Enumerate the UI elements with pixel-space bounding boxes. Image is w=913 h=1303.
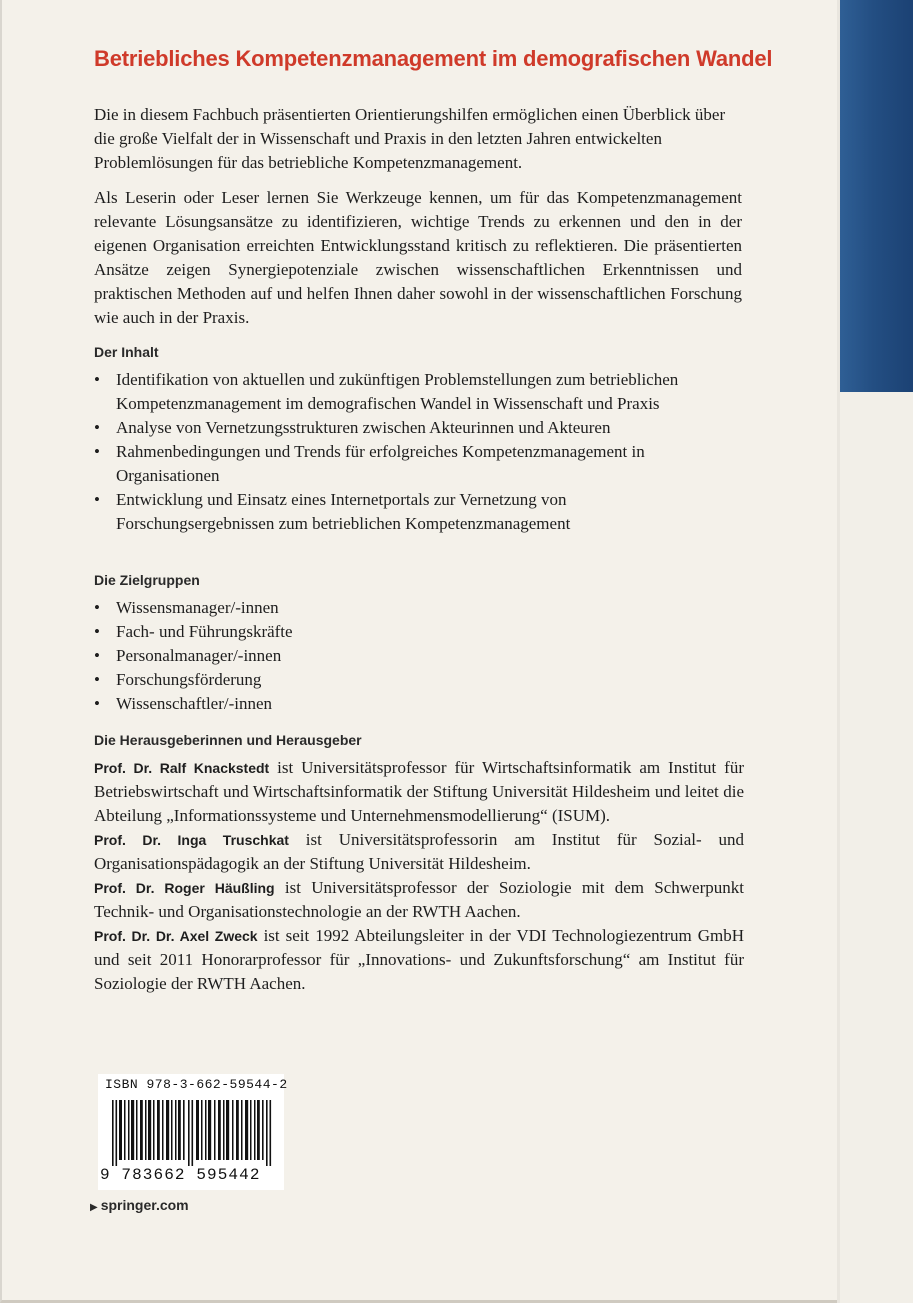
editor-name: Prof. Dr. Roger Häußling	[94, 880, 275, 896]
editor-entry	[94, 876, 744, 924]
editor-name: Prof. Dr. Dr. Axel Zweck	[94, 928, 258, 944]
bullet-icon: •	[94, 670, 100, 689]
bullet-icon: •	[94, 598, 100, 617]
intro-paragraph-1: Die in diesem Fachbuch präsentierten Orientierungshilfen ermöglichen einen Überblick über die große Vielfalt der in Wissenschaft und Praxis in den letzten Jahren entwickelten Problemlösungen für das betriebliche Kompetenzmanagement.	[94, 105, 726, 172]
bullet-icon: •	[94, 442, 100, 461]
bullet-icon: •	[94, 694, 100, 713]
list-item	[94, 416, 714, 440]
contents-heading: Der Inhalt	[94, 344, 159, 360]
editor-entry	[94, 924, 744, 996]
list-item	[94, 596, 714, 620]
list-item	[94, 620, 714, 644]
editor-bio: ist Universitätsprofessor für Wirtschaftsinformatik am Institut für Betriebswirtschaft und Wirtschaftsinformatik der Stiftung Universität Hildesheim und leitet die Abteilung „Informationssysteme und Unternehmensmodellierung“ (ISUM).	[94, 758, 744, 825]
editor-entry	[94, 828, 744, 876]
book-title: Betriebliches Kompetenzmanagement im demografischen Wandel	[94, 46, 773, 71]
list-item	[94, 488, 714, 536]
list-item-text: Identifikation von aktuellen und zukünftigen Problemstellungen zum betrieblichen Kompetenzmanagement im demografischen Wandel in Wissenschaft und Praxis	[116, 370, 679, 413]
intro-paragraph-2: Als Leserin oder Leser lernen Sie Werkzeuge kennen, um für das Kompetenzmanagement relevante Lösungsansätze zu identifizieren, wichtige Trends zu erkennen und den in der eigenen Organisation erreichten Entwicklungsstand kritisch zu reflektieren. Die präsentierten Ansätze zeigen Synergiepotenziale zwischen wissenschaftlichen Erkenntnissen und praktischen Methoden auf und helfen Ihnen daher sowohl in der wissenschaftlichen Forschung wie auch in der Praxis.	[94, 188, 742, 327]
editor-entry	[94, 756, 744, 828]
blue-spine-band	[840, 0, 913, 392]
list-item-text: Analyse von Vernetzungsstrukturen zwischen Akteurinnen und Akteuren	[116, 418, 611, 437]
target-groups-list	[94, 596, 714, 716]
bullet-icon: •	[94, 370, 100, 389]
editor-bio: ist Universitätsprofessor der Soziologie mit dem Schwerpunkt Technik- und Organisationstechnologie an der RWTH Aachen.	[94, 878, 744, 921]
isbn-number: ISBN 978-3-662-59544-2	[105, 1077, 288, 1092]
editor-name: Prof. Dr. Inga Truschkat	[94, 832, 289, 848]
right-margin	[840, 392, 913, 1303]
ean-digits: 9 783662 595442	[100, 1166, 261, 1184]
editor-bio: ist seit 1992 Abteilungsleiter in der VDI Technologiezentrum GmbH und seit 2011 Honorarprofessor für „Innovations- und Zukunftsforschung“ am Institut für Soziologie der RWTH Aachen.	[94, 926, 744, 993]
list-item-text: Forschungsförderung	[116, 670, 262, 689]
list-item-text: Wissensmanager/-innen	[116, 598, 279, 617]
list-item	[94, 692, 714, 716]
barcode-box	[98, 1074, 288, 1190]
editor-name: Prof. Dr. Ralf Knackstedt	[94, 760, 270, 776]
arrow-right-icon: ▶	[90, 1202, 98, 1213]
bullet-icon: •	[94, 646, 100, 665]
editor-bio: ist Universitätsprofessorin am Institut für Sozial- und Organisationspädagogik an der Stiftung Universität Hildesheim.	[94, 830, 744, 873]
list-item	[94, 644, 714, 668]
bullet-icon: •	[94, 490, 100, 509]
list-item-text: Rahmenbedingungen und Trends für erfolgreiches Kompetenzmanagement in Organisationen	[116, 442, 645, 485]
list-item-text: Wissenschaftler/-innen	[116, 694, 273, 713]
website-label: springer.com	[100, 1197, 189, 1213]
bullet-icon: •	[94, 418, 100, 437]
publisher-website[interactable]	[90, 1197, 189, 1213]
list-item	[94, 440, 714, 488]
editors-list	[94, 756, 744, 996]
list-item-text: Fach- und Führungskräfte	[116, 622, 293, 641]
barcode-icon	[100, 1100, 282, 1166]
editors-heading: Die Herausgeberinnen und Herausgeber	[94, 732, 362, 748]
list-item	[94, 668, 714, 692]
target-groups-heading: Die Zielgruppen	[94, 572, 200, 588]
bullet-icon: •	[94, 622, 100, 641]
list-item	[94, 368, 714, 416]
list-item-text: Personalmanager/-innen	[116, 646, 282, 665]
contents-list	[94, 368, 714, 536]
list-item-text: Entwicklung und Einsatz eines Internetportals zur Vernetzung von Forschungsergebnissen zum betrieblichen Kompetenzmanagement	[116, 490, 571, 533]
